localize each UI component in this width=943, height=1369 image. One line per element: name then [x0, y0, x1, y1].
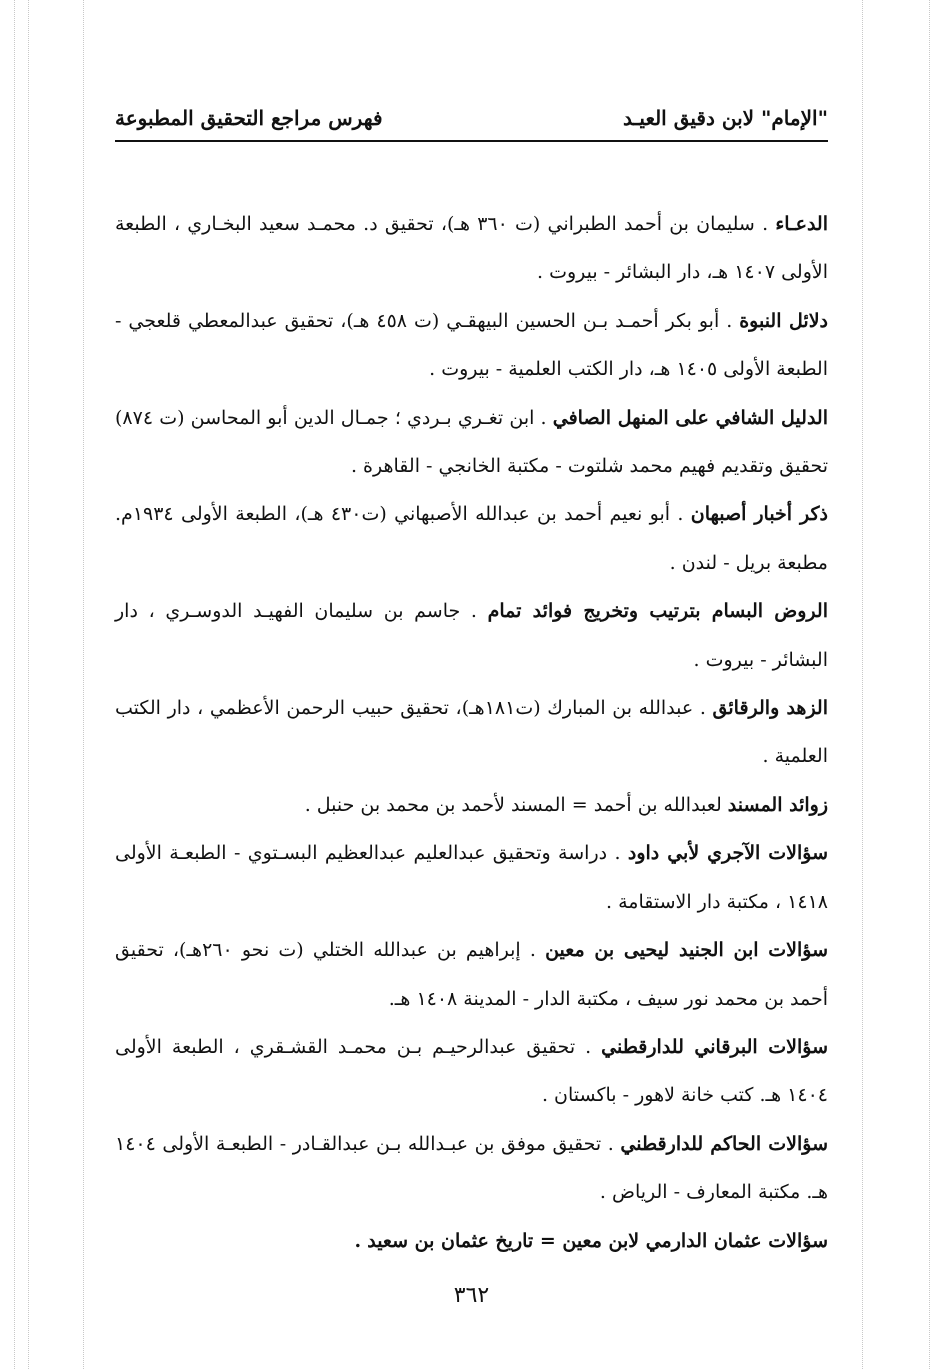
reference-entry	[115, 297, 828, 394]
entry-title: الدليل الشافي على المنهل الصافي	[552, 406, 828, 429]
entry-body: . تحقيق موفق بن عبـدالله بـن عبدالقـادر - الطبعـة الأولى ١٤٠٤ هـ. مكتبة المعارف - الرياض .	[115, 1132, 828, 1204]
entry-body: . تحقيق عبدالرحيـم بـن محمـد القشـقري ، الطبعة الأولى ١٤٠٤ هـ. كتب خانة لاهور - باكستان .	[115, 1035, 828, 1107]
reference-entry	[115, 926, 828, 1023]
entry-title: الزهد والرقائق	[712, 697, 829, 720]
header-rule	[115, 140, 828, 142]
entry-title: الدعـاء	[775, 213, 828, 235]
entry-title: الروض البسام بترتيب وتخريج فوائد تمام	[487, 600, 828, 623]
reference-entry	[115, 587, 828, 684]
running-header	[115, 98, 828, 138]
entry-body: . عبدالله بن المبارك (ت١٨١هـ)، تحقيق حبيب الرحمن الأعظمي ، دار الكتب العلمية .	[115, 697, 828, 768]
entry-body: . ابن تغـري بـردي ؛ جمـال الدين أبو المحاسن (ت ٨٧٤) تحقيق وتقديم فهيم محمد شلتوت - مكتبة الخانجي - القاهرة .	[115, 406, 828, 478]
header-book-title: "الإمام" لابن دقيق العيـد	[623, 106, 828, 130]
entry-body: .	[354, 1229, 362, 1252]
reference-entry	[115, 1023, 828, 1120]
reference-entry	[115, 684, 828, 781]
entry-title: سؤالات البرقاني للدارقطني	[601, 1035, 828, 1058]
entry-title: زوائد المسند	[727, 793, 828, 816]
entry-body: . أبو بكر أحمـد بـن الحسين البيهقـي (ت ٤٥٨ هـ)، تحقيق عبدالمعطي قلعجي - الطبعة الأولى ١٤٠٥ هـ، دار الكتب العلمية - بيروت .	[115, 309, 828, 381]
entry-title: سؤالات الآجري لأبي داود	[627, 842, 828, 865]
entry-body: . أبو نعيم أحمد بن عبدالله الأصبهاني (ت٤٣٠ هـ)، الطبعة الأولى ١٩٣٤م. مطبعة بريل - لندن .	[115, 503, 828, 574]
page-number: ٣٦٢	[453, 1283, 490, 1308]
reference-entry	[115, 1217, 828, 1265]
entry-title: سؤالات عثمان الدارمي لابن معين = تاريخ عثمان بن سعيد	[367, 1229, 828, 1252]
entry-title: ذكر أخبار أصبهان	[690, 503, 828, 526]
entry-body: . جاسم بن سليمان الفهيـد الدوسـري ، دار البشائر - بيروت .	[115, 600, 828, 671]
reference-list	[115, 200, 828, 1265]
entry-body: . إبراهيم بن عبدالله الختلي (ت نحو ٢٦٠هـ)، تحقيق أحمد بن محمد نور سيف ، مكتبة الدار - المدينة ١٤٠٨ هـ.	[115, 939, 828, 1010]
entry-title: دلائل النبوة	[739, 309, 828, 332]
entry-body: لعبدالله بن أحمد = المسند لأحمد بن محمد بن حنبل .	[304, 793, 722, 816]
reference-entry	[115, 200, 828, 297]
reference-entry	[115, 1120, 828, 1217]
entry-title: سؤالات ابن الجنيد ليحيى بن معين	[545, 939, 829, 962]
reference-entry	[115, 490, 828, 587]
entry-body: . دراسة وتحقيق عبدالعليم عبدالعظيم البسـتوي - الطبعـة الأولى ١٤١٨ ، مكتبة دار الاستقامة .	[115, 842, 828, 913]
reference-entry	[115, 394, 828, 491]
entry-title: سؤالات الحاكم للدارقطني	[620, 1132, 828, 1155]
reference-entry	[115, 829, 828, 926]
header-section-title: فهرس مراجع التحقيق المطبوعة	[115, 106, 383, 130]
entry-body: . سليمان بن أحمد الطبراني (ت ٣٦٠ هـ)، تحقيق د. محمـد سعيد البخـاري ، الطبعة الأولى ١٤٠٧ هـ، دار البشائر - بيروت .	[115, 213, 828, 284]
reference-entry	[115, 781, 828, 829]
